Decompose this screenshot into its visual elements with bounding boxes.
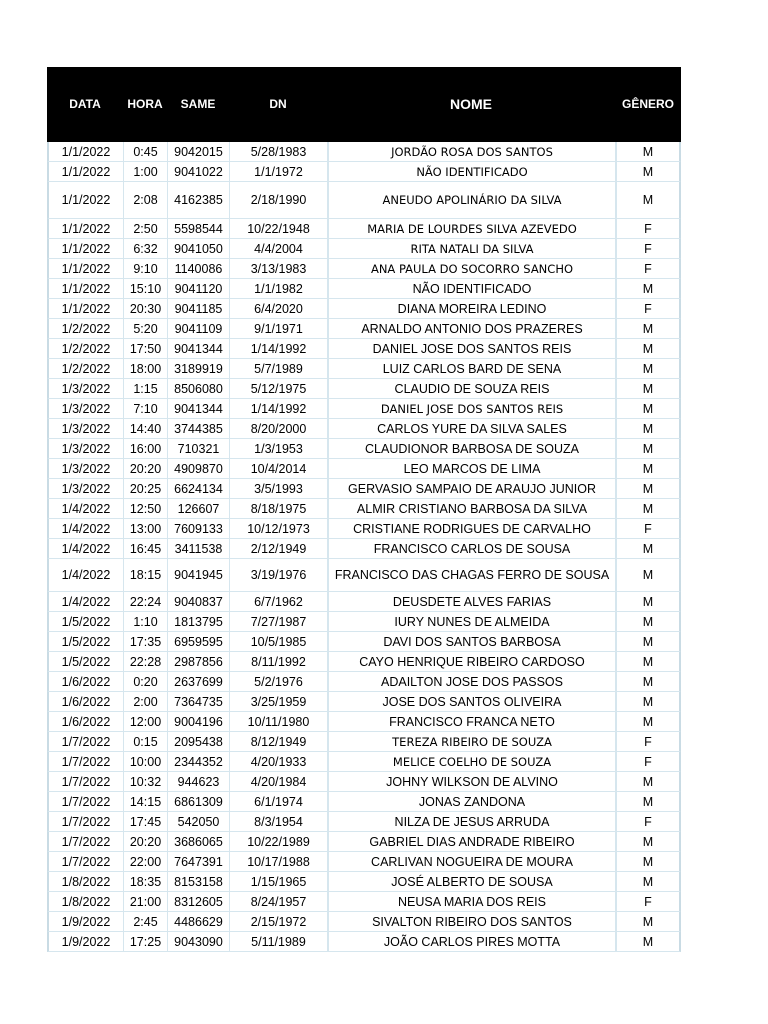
dn-cell: 7/27/1987 <box>229 612 327 632</box>
date-cell: 1/2/2022 <box>47 359 123 379</box>
same-cell: 8153158 <box>167 872 229 892</box>
name-cell: ALMIR CRISTIANO BARBOSA DA SILVA <box>327 499 615 519</box>
name-cell: DEUSDETE ALVES FARIAS <box>327 592 615 612</box>
time-cell: 10:00 <box>123 752 167 772</box>
date-cell: 1/5/2022 <box>47 632 123 652</box>
dn-cell: 1/14/1992 <box>229 399 327 419</box>
header-genero: GÊNERO <box>621 97 674 111</box>
dn-cell: 8/12/1949 <box>229 732 327 752</box>
name-cell: GERVASIO SAMPAIO DE ARAUJO JUNIOR <box>327 479 615 499</box>
same-cell: 9041050 <box>167 239 229 259</box>
table-row <box>47 712 681 732</box>
time-cell: 2:45 <box>123 912 167 932</box>
dn-cell: 1/1/1982 <box>229 279 327 299</box>
table-row <box>47 399 681 419</box>
date-cell: 1/3/2022 <box>47 439 123 459</box>
date-cell: 1/1/2022 <box>47 259 123 279</box>
dn-cell: 1/3/1953 <box>229 439 327 459</box>
same-cell: 9040837 <box>167 592 229 612</box>
gender-cell: M <box>615 439 681 459</box>
table-row <box>47 732 681 752</box>
gender-cell: M <box>615 339 681 359</box>
date-cell: 1/3/2022 <box>47 479 123 499</box>
name-cell: CARLIVAN NOGUEIRA DE MOURA <box>327 852 615 872</box>
table-row <box>47 419 681 439</box>
gender-cell: M <box>615 612 681 632</box>
same-cell: 126607 <box>167 499 229 519</box>
table-row <box>47 359 681 379</box>
gender-cell: M <box>615 379 681 399</box>
same-cell: 9041120 <box>167 279 229 299</box>
same-cell: 8506080 <box>167 379 229 399</box>
date-cell: 1/7/2022 <box>47 852 123 872</box>
same-cell: 7609133 <box>167 519 229 539</box>
same-cell: 1813795 <box>167 612 229 632</box>
gender-cell: M <box>615 359 681 379</box>
time-cell: 13:00 <box>123 519 167 539</box>
gender-cell: F <box>615 752 681 772</box>
time-cell: 14:40 <box>123 419 167 439</box>
table-row <box>47 299 681 319</box>
table-row <box>47 672 681 692</box>
time-cell: 18:00 <box>123 359 167 379</box>
gender-cell: M <box>615 832 681 852</box>
dn-cell: 10/4/2014 <box>229 459 327 479</box>
same-cell: 4909870 <box>167 459 229 479</box>
table-row <box>47 559 681 592</box>
gender-cell: M <box>615 319 681 339</box>
time-cell: 5:20 <box>123 319 167 339</box>
time-cell: 2:08 <box>123 182 167 219</box>
gender-cell: M <box>615 852 681 872</box>
time-cell: 15:10 <box>123 279 167 299</box>
table-row <box>47 812 681 832</box>
dn-cell: 4/20/1933 <box>229 752 327 772</box>
time-cell: 18:35 <box>123 872 167 892</box>
same-cell: 2987856 <box>167 652 229 672</box>
time-cell: 0:15 <box>123 732 167 752</box>
name-cell: JOSE DOS SANTOS OLIVEIRA <box>327 692 615 712</box>
dn-cell: 10/22/1948 <box>229 219 327 239</box>
same-cell: 9004196 <box>167 712 229 732</box>
name-cell: DANIEL JOSE DOS SANTOS REIS <box>327 399 615 419</box>
table-row <box>47 539 681 559</box>
gender-cell: M <box>615 539 681 559</box>
date-cell: 1/5/2022 <box>47 652 123 672</box>
dn-cell: 8/11/1992 <box>229 652 327 672</box>
time-cell: 22:24 <box>123 592 167 612</box>
dn-cell: 8/20/2000 <box>229 419 327 439</box>
dn-cell: 2/18/1990 <box>229 182 327 219</box>
name-cell: MARIA DE LOURDES SILVA AZEVEDO <box>327 219 615 239</box>
gender-cell: F <box>615 519 681 539</box>
name-cell: MELICE COELHO DE SOUZA <box>327 752 615 772</box>
gender-cell: M <box>615 182 681 219</box>
table-row <box>47 592 681 612</box>
date-cell: 1/6/2022 <box>47 712 123 732</box>
name-cell: JONAS ZANDONA <box>327 792 615 812</box>
table-row <box>47 499 681 519</box>
gender-cell: M <box>615 652 681 672</box>
same-cell: 3189919 <box>167 359 229 379</box>
gender-cell: M <box>615 279 681 299</box>
time-cell: 6:32 <box>123 239 167 259</box>
dn-cell: 8/18/1975 <box>229 499 327 519</box>
name-cell: NEUSA MARIA DOS REIS <box>327 892 615 912</box>
time-cell: 10:32 <box>123 772 167 792</box>
table-row <box>47 752 681 772</box>
date-cell: 1/8/2022 <box>47 892 123 912</box>
time-cell: 1:15 <box>123 379 167 399</box>
dn-cell: 5/12/1975 <box>229 379 327 399</box>
table-row <box>47 142 681 162</box>
date-cell: 1/7/2022 <box>47 792 123 812</box>
header-hora: HORA <box>127 97 163 111</box>
time-cell: 17:25 <box>123 932 167 952</box>
date-cell: 1/4/2022 <box>47 499 123 519</box>
header-data: DATA <box>69 97 101 111</box>
table-row <box>47 219 681 239</box>
dn-cell: 1/14/1992 <box>229 339 327 359</box>
time-cell: 1:00 <box>123 162 167 182</box>
table-row <box>47 319 681 339</box>
gender-cell: M <box>615 399 681 419</box>
gender-cell: F <box>615 259 681 279</box>
gender-cell: M <box>615 499 681 519</box>
same-cell: 9042015 <box>167 142 229 162</box>
same-cell: 8312605 <box>167 892 229 912</box>
dn-cell: 3/13/1983 <box>229 259 327 279</box>
table-row <box>47 259 681 279</box>
data-table <box>47 67 681 952</box>
time-cell: 12:00 <box>123 712 167 732</box>
date-cell: 1/3/2022 <box>47 459 123 479</box>
name-cell: DANIEL JOSE DOS SANTOS REIS <box>327 339 615 359</box>
same-cell: 710321 <box>167 439 229 459</box>
table-row <box>47 612 681 632</box>
dn-cell: 8/3/1954 <box>229 812 327 832</box>
gender-cell: M <box>615 632 681 652</box>
gender-cell: F <box>615 732 681 752</box>
table-row <box>47 852 681 872</box>
gender-cell: F <box>615 299 681 319</box>
date-cell: 1/7/2022 <box>47 752 123 772</box>
same-cell: 3744385 <box>167 419 229 439</box>
date-cell: 1/1/2022 <box>47 142 123 162</box>
date-cell: 1/1/2022 <box>47 239 123 259</box>
name-cell: CARLOS YURE DA SILVA SALES <box>327 419 615 439</box>
dn-cell: 3/5/1993 <box>229 479 327 499</box>
gender-cell: M <box>615 559 681 592</box>
table-row <box>47 932 681 952</box>
date-cell: 1/8/2022 <box>47 872 123 892</box>
date-cell: 1/1/2022 <box>47 279 123 299</box>
date-cell: 1/7/2022 <box>47 812 123 832</box>
time-cell: 0:45 <box>123 142 167 162</box>
time-cell: 17:50 <box>123 339 167 359</box>
name-cell: DIANA MOREIRA LEDINO <box>327 299 615 319</box>
name-cell: IURY NUNES DE ALMEIDA <box>327 612 615 632</box>
same-cell: 2095438 <box>167 732 229 752</box>
name-cell: RITA NATALI DA SILVA <box>327 239 615 259</box>
table-row <box>47 892 681 912</box>
time-cell: 17:35 <box>123 632 167 652</box>
time-cell: 9:10 <box>123 259 167 279</box>
gender-cell: M <box>615 932 681 952</box>
dn-cell: 5/11/1989 <box>229 932 327 952</box>
date-cell: 1/3/2022 <box>47 419 123 439</box>
dn-cell: 9/1/1971 <box>229 319 327 339</box>
name-cell: CLAUDIONOR BARBOSA DE SOUZA <box>327 439 615 459</box>
time-cell: 16:45 <box>123 539 167 559</box>
name-cell: FRANCISCO CARLOS DE SOUSA <box>327 539 615 559</box>
name-cell: DAVI DOS SANTOS BARBOSA <box>327 632 615 652</box>
gender-cell: M <box>615 479 681 499</box>
date-cell: 1/7/2022 <box>47 832 123 852</box>
name-cell: NILZA DE JESUS ARRUDA <box>327 812 615 832</box>
time-cell: 2:50 <box>123 219 167 239</box>
name-cell: JORDÃO ROSA DOS SANTOS <box>327 142 615 162</box>
table-row <box>47 519 681 539</box>
table-row <box>47 339 681 359</box>
gender-cell: M <box>615 672 681 692</box>
name-cell: JOHNY WILKSON DE ALVINO <box>327 772 615 792</box>
name-cell: ANA PAULA DO SOCORRO SANCHO <box>327 259 615 279</box>
table-row <box>47 652 681 672</box>
gender-cell: M <box>615 712 681 732</box>
date-cell: 1/9/2022 <box>47 912 123 932</box>
dn-cell: 6/4/2020 <box>229 299 327 319</box>
table-row <box>47 832 681 852</box>
same-cell: 7647391 <box>167 852 229 872</box>
name-cell: CAYO HENRIQUE RIBEIRO CARDOSO <box>327 652 615 672</box>
dn-cell: 3/25/1959 <box>229 692 327 712</box>
same-cell: 9043090 <box>167 932 229 952</box>
name-cell: JOSÉ ALBERTO DE SOUSA <box>327 872 615 892</box>
gender-cell: M <box>615 459 681 479</box>
date-cell: 1/6/2022 <box>47 692 123 712</box>
table-row <box>47 872 681 892</box>
time-cell: 2:00 <box>123 692 167 712</box>
date-cell: 1/2/2022 <box>47 339 123 359</box>
name-cell: NÃO IDENTIFICADO <box>327 279 615 299</box>
dn-cell: 10/11/1980 <box>229 712 327 732</box>
table-row <box>47 439 681 459</box>
date-cell: 1/7/2022 <box>47 772 123 792</box>
gender-cell: M <box>615 692 681 712</box>
dn-cell: 10/5/1985 <box>229 632 327 652</box>
dn-cell: 2/12/1949 <box>229 539 327 559</box>
gender-cell: F <box>615 892 681 912</box>
same-cell: 6959595 <box>167 632 229 652</box>
same-cell: 9041109 <box>167 319 229 339</box>
name-cell: GABRIEL DIAS ANDRADE RIBEIRO <box>327 832 615 852</box>
table-row <box>47 182 681 219</box>
dn-cell: 1/1/1972 <box>229 162 327 182</box>
dn-cell: 2/15/1972 <box>229 912 327 932</box>
name-cell: ADAILTON JOSE DOS PASSOS <box>327 672 615 692</box>
same-cell: 3686065 <box>167 832 229 852</box>
dn-cell: 5/2/1976 <box>229 672 327 692</box>
dn-cell: 10/22/1989 <box>229 832 327 852</box>
time-cell: 20:30 <box>123 299 167 319</box>
table-header <box>47 67 681 142</box>
gender-cell: M <box>615 592 681 612</box>
gender-cell: M <box>615 142 681 162</box>
date-cell: 1/9/2022 <box>47 932 123 952</box>
gender-cell: M <box>615 772 681 792</box>
same-cell: 7364735 <box>167 692 229 712</box>
dn-cell: 10/17/1988 <box>229 852 327 872</box>
table-row <box>47 692 681 712</box>
dn-cell: 6/7/1962 <box>229 592 327 612</box>
header-same: SAME <box>180 97 216 111</box>
dn-cell: 1/15/1965 <box>229 872 327 892</box>
time-cell: 0:20 <box>123 672 167 692</box>
date-cell: 1/1/2022 <box>47 219 123 239</box>
name-cell: FRANCISCO DAS CHAGAS FERRO DE SOUSA <box>327 559 615 592</box>
same-cell: 4486629 <box>167 912 229 932</box>
table-row <box>47 632 681 652</box>
name-cell: LEO MARCOS DE LIMA <box>327 459 615 479</box>
dn-cell: 4/4/2004 <box>229 239 327 259</box>
table-row <box>47 912 681 932</box>
date-cell: 1/4/2022 <box>47 519 123 539</box>
time-cell: 22:00 <box>123 852 167 872</box>
date-cell: 1/3/2022 <box>47 379 123 399</box>
name-cell: SIVALTON RIBEIRO DOS SANTOS <box>327 912 615 932</box>
same-cell: 2637699 <box>167 672 229 692</box>
date-cell: 1/4/2022 <box>47 559 123 592</box>
gender-cell: M <box>615 912 681 932</box>
gender-cell: F <box>615 219 681 239</box>
table-row <box>47 459 681 479</box>
table-row <box>47 162 681 182</box>
dn-cell: 3/19/1976 <box>229 559 327 592</box>
same-cell: 944623 <box>167 772 229 792</box>
same-cell: 542050 <box>167 812 229 832</box>
table-body <box>47 142 681 952</box>
same-cell: 6624134 <box>167 479 229 499</box>
gender-cell: F <box>615 812 681 832</box>
gender-cell: M <box>615 419 681 439</box>
time-cell: 20:25 <box>123 479 167 499</box>
time-cell: 20:20 <box>123 832 167 852</box>
time-cell: 7:10 <box>123 399 167 419</box>
name-cell: CLAUDIO DE SOUZA REIS <box>327 379 615 399</box>
name-cell: ANEUDO APOLINÁRIO DA SILVA <box>327 182 615 219</box>
table-row <box>47 379 681 399</box>
time-cell: 17:45 <box>123 812 167 832</box>
date-cell: 1/1/2022 <box>47 162 123 182</box>
name-cell: NÃO IDENTIFICADO <box>327 162 615 182</box>
same-cell: 9041022 <box>167 162 229 182</box>
gender-cell: F <box>615 239 681 259</box>
same-cell: 9041185 <box>167 299 229 319</box>
time-cell: 18:15 <box>123 559 167 592</box>
same-cell: 2344352 <box>167 752 229 772</box>
name-cell: TEREZA RIBEIRO DE SOUZA <box>327 732 615 752</box>
time-cell: 20:20 <box>123 459 167 479</box>
same-cell: 3411538 <box>167 539 229 559</box>
name-cell: JOÃO CARLOS PIRES MOTTA <box>327 932 615 952</box>
time-cell: 1:10 <box>123 612 167 632</box>
same-cell: 1140086 <box>167 259 229 279</box>
name-cell: ARNALDO ANTONIO DOS PRAZERES <box>327 319 615 339</box>
dn-cell: 4/20/1984 <box>229 772 327 792</box>
table-row <box>47 239 681 259</box>
name-cell: LUIZ CARLOS BARD DE SENA <box>327 359 615 379</box>
date-cell: 1/4/2022 <box>47 539 123 559</box>
dn-cell: 5/7/1989 <box>229 359 327 379</box>
time-cell: 21:00 <box>123 892 167 912</box>
name-cell: FRANCISCO FRANCA NETO <box>327 712 615 732</box>
gender-cell: M <box>615 792 681 812</box>
table-row <box>47 792 681 812</box>
date-cell: 1/7/2022 <box>47 732 123 752</box>
same-cell: 6861309 <box>167 792 229 812</box>
header-nome: NOME <box>450 96 492 112</box>
gender-cell: M <box>615 872 681 892</box>
date-cell: 1/3/2022 <box>47 399 123 419</box>
dn-cell: 10/12/1973 <box>229 519 327 539</box>
time-cell: 16:00 <box>123 439 167 459</box>
date-cell: 1/1/2022 <box>47 182 123 219</box>
same-cell: 9041344 <box>167 339 229 359</box>
same-cell: 5598544 <box>167 219 229 239</box>
table-row <box>47 772 681 792</box>
table-row <box>47 279 681 299</box>
time-cell: 22:28 <box>123 652 167 672</box>
same-cell: 4162385 <box>167 182 229 219</box>
date-cell: 1/1/2022 <box>47 299 123 319</box>
date-cell: 1/6/2022 <box>47 672 123 692</box>
dn-cell: 8/24/1957 <box>229 892 327 912</box>
date-cell: 1/5/2022 <box>47 612 123 632</box>
time-cell: 14:15 <box>123 792 167 812</box>
dn-cell: 6/1/1974 <box>229 792 327 812</box>
name-cell: CRISTIANE RODRIGUES DE CARVALHO <box>327 519 615 539</box>
table-row <box>47 479 681 499</box>
same-cell: 9041945 <box>167 559 229 592</box>
gender-cell: M <box>615 162 681 182</box>
date-cell: 1/4/2022 <box>47 592 123 612</box>
same-cell: 9041344 <box>167 399 229 419</box>
time-cell: 12:50 <box>123 499 167 519</box>
date-cell: 1/2/2022 <box>47 319 123 339</box>
header-dn: DN <box>269 97 287 111</box>
dn-cell: 5/28/1983 <box>229 142 327 162</box>
